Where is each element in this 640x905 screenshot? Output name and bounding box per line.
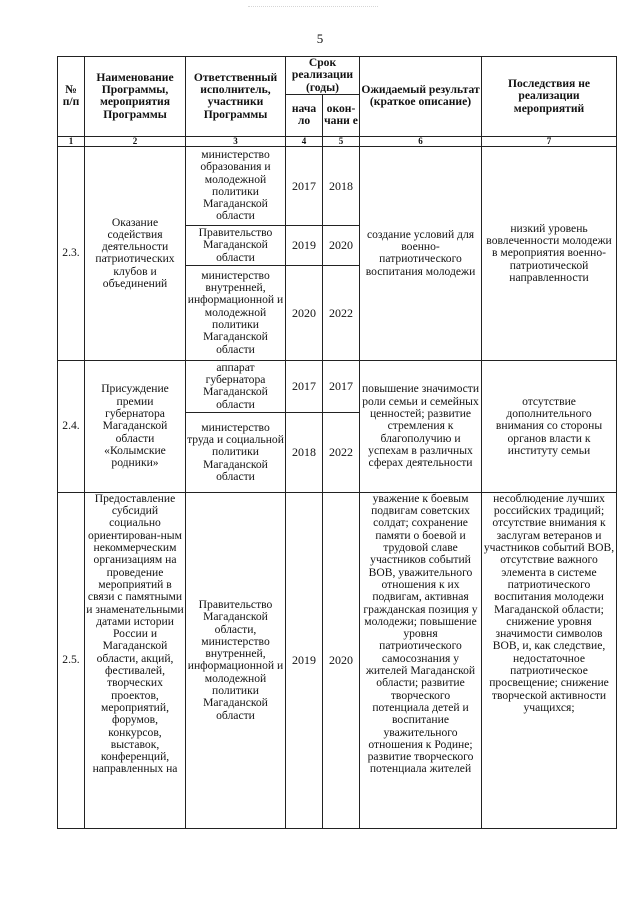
start-year: 2020 <box>286 265 323 360</box>
page-number: 5 <box>316 31 324 46</box>
column-number: 4 <box>286 136 323 146</box>
consequence: низкий уровень вовлеченности молодежи в мероприятия военно-патриотической направленности <box>482 146 617 360</box>
consequence: отсутствие дополнительного внимания со стороны органов власти к институту семьи <box>482 360 617 492</box>
measure-name: Предоставление субсидий социально ориентирован-ным некоммерческим организациям на проведение мероприятий в связи с памятными и знаменательными датами истории России и Магаданской области, акций, фестивалей, творческих проектов, мероприятий, форумов, конкурсов, выставок, конференций, направленных на <box>85 492 186 828</box>
program-table <box>57 56 617 829</box>
header-end: окон-чани е <box>323 94 360 136</box>
column-number: 7 <box>482 136 617 146</box>
expected-result: повышение значимости роли семьи и семейных ценностей; развитие стремления к благополучию и успехам в различных сферах деятельности <box>360 360 482 492</box>
expected-result: уважение к боевым подвигам советских солдат; сохранение памяти о боевой и трудовой славе участников событий ВОВ, уважительного отношения к их подвигам, активная гражданская позиция у молодежи; повышение уровня патриотического самосознания у жителей Магаданской области; развитие творческого потенциала детей и воспитание уважительного отношения к Родине; развитие творческого потенциала жителей <box>360 492 482 828</box>
header-result: Ожидаемый результат (краткое описание) <box>360 57 482 137</box>
responsible-executor: Правительство Магаданской области, министерство внутренней, информационной и молодежной политики Магаданской области <box>186 492 286 828</box>
header-consequence: Последствия не реализации мероприятий <box>482 57 617 137</box>
start-year: 2017 <box>286 146 323 225</box>
header-responsible: Ответственный исполнитель, участники Программы <box>186 57 286 137</box>
header-start: нача ло <box>286 94 323 136</box>
column-number: 1 <box>58 136 85 146</box>
scan-artifact <box>248 6 378 13</box>
row-number: 2.4. <box>58 360 85 492</box>
end-year: 2020 <box>323 492 360 828</box>
row-number: 2.5. <box>58 492 85 828</box>
measure-name: Присуждение премии губернатора Магаданской области «Колымские родники» <box>85 360 186 492</box>
header-num: № п/п <box>58 57 85 137</box>
responsible-executor: министерство внутренней, информационной и молодежной политики Магаданской области <box>186 265 286 360</box>
end-year: 2017 <box>323 360 360 412</box>
responsible-executor: Правительство Магаданской области <box>186 225 286 265</box>
column-number: 3 <box>186 136 286 146</box>
start-year: 2018 <box>286 412 323 492</box>
end-year: 2020 <box>323 225 360 265</box>
row-number: 2.3. <box>58 146 85 360</box>
column-number: 5 <box>323 136 360 146</box>
responsible-executor: аппарат губернатора Магаданской области <box>186 360 286 412</box>
measure-name: Оказание содействия деятельности патриотических клубов и объединений <box>85 146 186 360</box>
column-number: 6 <box>360 136 482 146</box>
expected-result: создание условий для военно-патриотического воспитания молодежи <box>360 146 482 360</box>
start-year: 2017 <box>286 360 323 412</box>
end-year: 2018 <box>323 146 360 225</box>
end-year: 2022 <box>323 412 360 492</box>
header-name: Наименование Программы, мероприятия Программы <box>85 57 186 137</box>
start-year: 2019 <box>286 225 323 265</box>
start-year: 2019 <box>286 492 323 828</box>
consequence: несоблюдение лучших российских традиций; отсутствие внимания к заслугам ветеранов и участников событий ВОВ, отсутствие важного элемента в системе патриотического воспитания молодежи Магаданской области; снижение уровня значимости символов ВОВ, и, как следствие, недостаточное патриотическое просвещение; снижение творческой активности учащихся; <box>482 492 617 828</box>
responsible-executor: министерство труда и социальной политики Магаданской области <box>186 412 286 492</box>
column-number: 2 <box>85 136 186 146</box>
responsible-executor: министерство образования и молодежной политики Магаданской области <box>186 146 286 225</box>
end-year: 2022 <box>323 265 360 360</box>
header-term: Срок реализации (годы) <box>286 57 360 95</box>
